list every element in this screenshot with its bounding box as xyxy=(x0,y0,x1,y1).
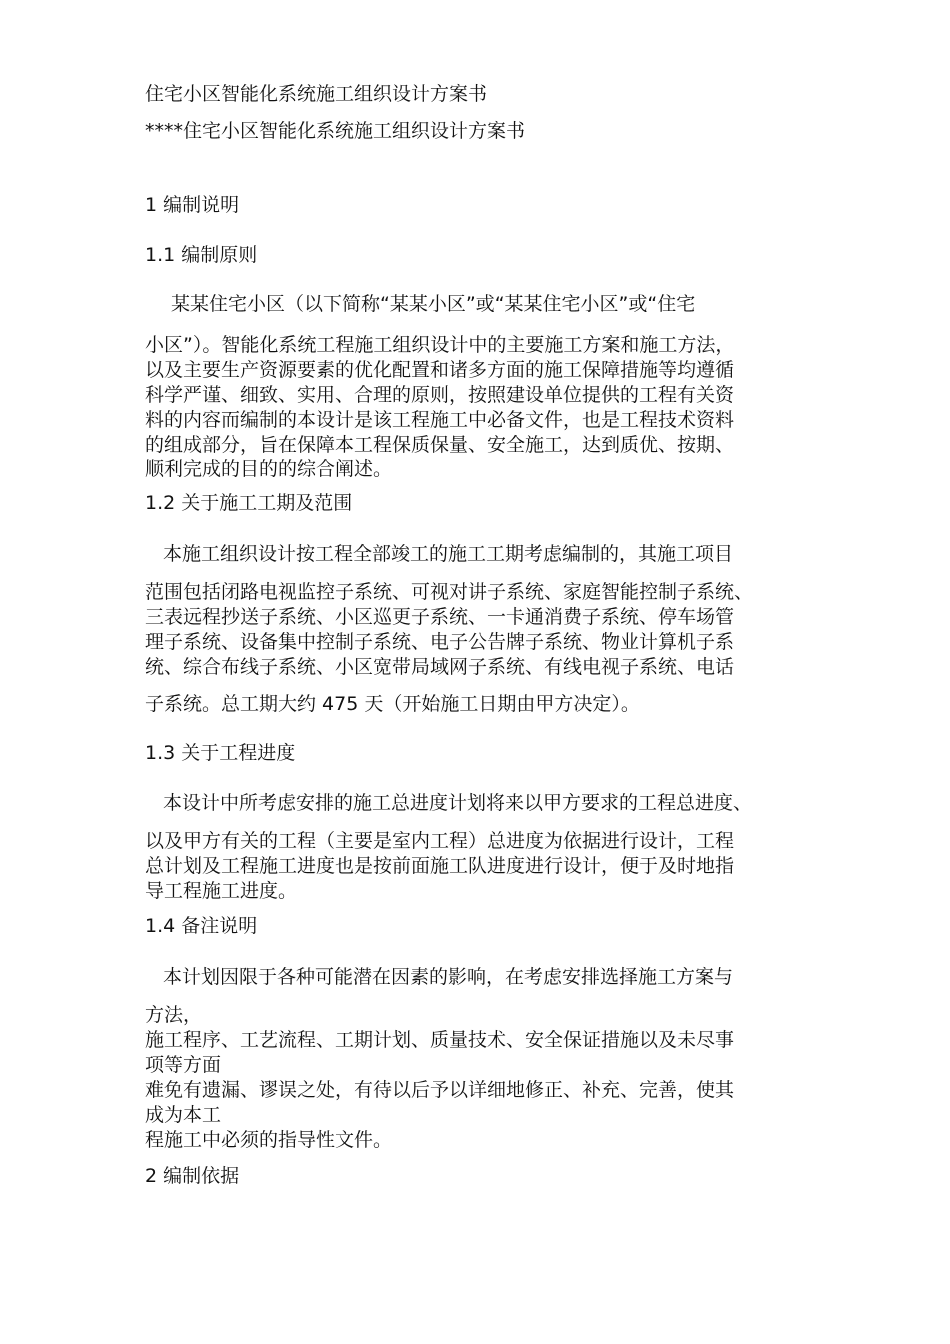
paragraph-2-line: 理子系统、设备集中控制子系统、电子公告牌子系统、物业计算机子系 xyxy=(145,631,735,653)
heading-1: 1 编制说明 xyxy=(145,194,240,216)
doc-subtitle: ****住宅小区智能化系统施工组织设计方案书 xyxy=(145,120,526,142)
paragraph-2-line: 子系统。总工期大约 475 天（开始施工日期由甲方决定）。 xyxy=(145,693,640,715)
paragraph-1-line: 以及主要生产资源要素的优化配置和诸多方面的施工保障措施等均遵循 xyxy=(145,359,735,381)
paragraph-3-line: 导工程施工进度。 xyxy=(145,880,298,902)
paragraph-2-line: 范围包括闭路电视监控子系统、可视对讲子系统、家庭智能控制子系统、 xyxy=(145,581,754,603)
paragraph-3-line: 本设计中所考虑安排的施工总进度计划将来以甲方要求的工程总进度、 xyxy=(163,792,753,814)
paragraph-4-line: 项等方面 xyxy=(145,1054,222,1076)
paragraph-1-line: 小区”）。智能化系统工程施工组织设计中的主要施工方案和施工方法， xyxy=(145,334,735,356)
paragraph-4-line: 程施工中必须的指导性文件。 xyxy=(145,1129,393,1151)
paragraph-4-line: 施工程序、工艺流程、工期计划、质量技术、安全保证措施以及未尽事 xyxy=(145,1029,735,1051)
paragraph-1-line: 的组成部分，旨在保障本工程保质保量、安全施工，达到质优、按期、 xyxy=(145,434,735,456)
paragraph-3-line: 总计划及工程施工进度也是按前面施工队进度进行设计，便于及时地指 xyxy=(145,855,735,877)
heading-1-1: 1.1 编制原则 xyxy=(145,244,258,266)
heading-2: 2 编制依据 xyxy=(145,1165,240,1187)
paragraph-2-line: 统、综合布线子系统、小区宽带局域网子系统、有线电视子系统、电话 xyxy=(145,656,735,678)
paragraph-4-line: 成为本工 xyxy=(145,1104,222,1126)
heading-1-4: 1.4 备注说明 xyxy=(145,915,258,937)
heading-1-2: 1.2 关于施工工期及范围 xyxy=(145,492,353,514)
paragraph-3-line: 以及甲方有关的工程（主要是室内工程）总进度为依据进行设计，工程 xyxy=(145,830,735,852)
paragraph-2-line: 本施工组织设计按工程全部竣工的施工工期考虑编制的，其施工项目 xyxy=(163,543,734,565)
doc-title: 住宅小区智能化系统施工组织设计方案书 xyxy=(145,83,488,105)
paragraph-4-line: 本计划因限于各种可能潜在因素的影响，在考虑安排选择施工方案与 xyxy=(163,966,734,988)
heading-1-3: 1.3 关于工程进度 xyxy=(145,742,296,764)
paragraph-2-line: 三表远程抄送子系统、小区巡更子系统、一卡通消费子系统、停车场管 xyxy=(145,606,735,628)
paragraph-1-line: 顺利完成的目的的综合阐述。 xyxy=(145,458,393,480)
paragraph-1-line: 某某住宅小区（以下简称“某某小区”或“某某住宅小区”或“住宅 xyxy=(171,293,696,315)
paragraph-1-line: 科学严谨、细致、实用、合理的原则，按照建设单位提供的工程有关资 xyxy=(145,384,735,406)
paragraph-4-line: 难免有遗漏、谬误之处，有待以后予以详细地修正、补充、完善，使其 xyxy=(145,1079,735,1101)
paragraph-4-line: 方法， xyxy=(145,1004,203,1026)
paragraph-1-line: 料的内容而编制的本设计是该工程施工中必备文件，也是工程技术资料 xyxy=(145,409,735,431)
